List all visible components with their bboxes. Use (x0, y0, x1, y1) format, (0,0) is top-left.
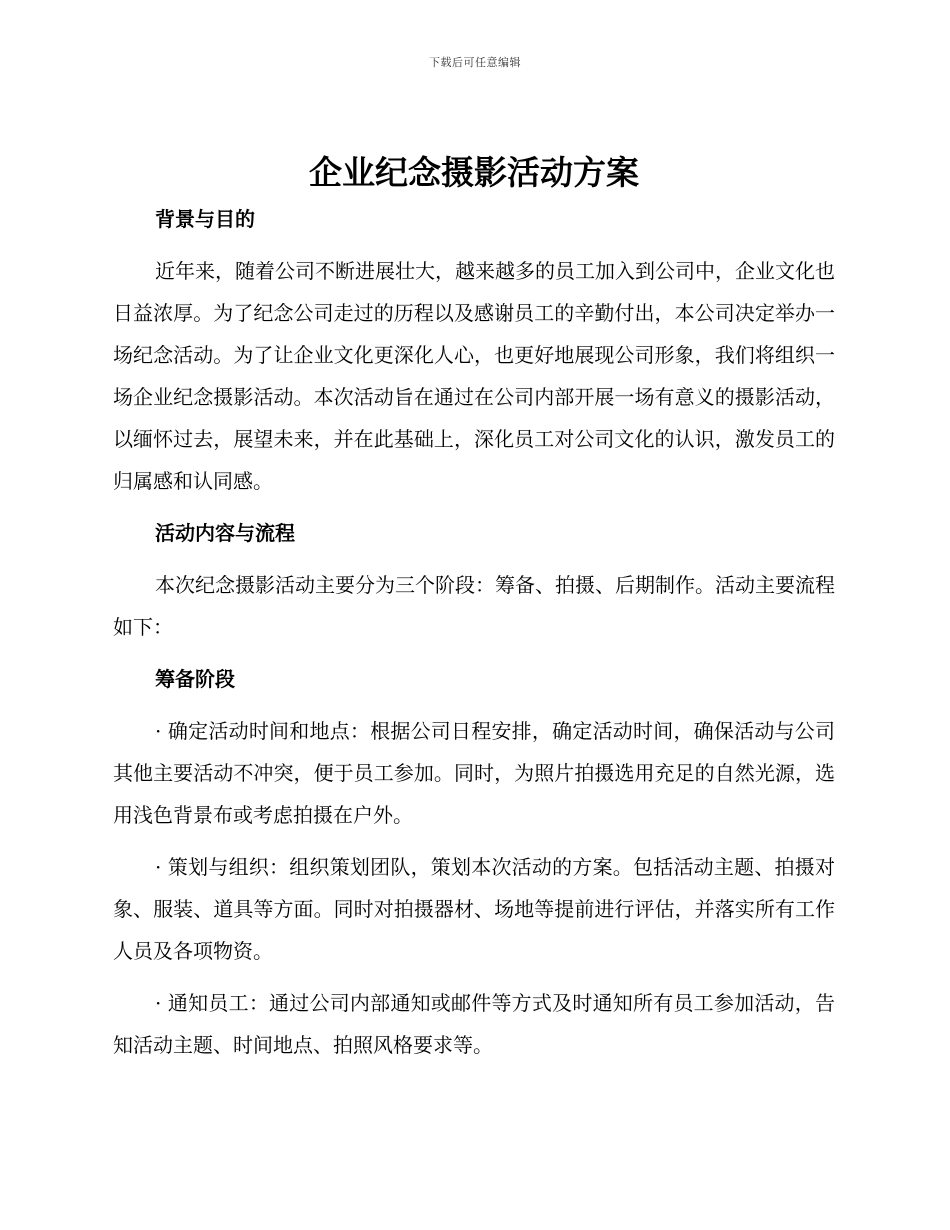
section-heading-background: 背景与目的 (155, 207, 255, 231)
section-heading-content: 活动内容与流程 (155, 521, 295, 545)
list-item-schedule: · 确定活动时间和地点：根据公司日程安排，确定活动时间，确保活动与公司其他主要活动不冲突，便于员工参加。同时，为照片拍摄选用充足的自然光源，选用浅色背景布或考虑拍摄在户外。 (113, 719, 835, 827)
paragraph-background: 近年来，随着公司不断进展壮大，越来越多的员工加入到公司中，企业文化也日益浓厚。为了纪念公司走过的历程以及感谢员工的辛勤付出，本公司决定举办一场纪念活动。为了让企业文化更深化人心，也更好地展现公司形象，我们将组织一场企业纪念摄影活动。本次活动旨在通过在公司内部开展一场有意义的摄影活动，以缅怀过去，展望未来，并在此基础上，深化员工对公司文化的认识，激发员工的归属感和认同感。 (113, 259, 835, 493)
section-heading-prep: 筹备阶段 (155, 667, 235, 691)
document-body (113, 148, 835, 1066)
list-item-notify: · 通知员工：通过公司内部通知或邮件等方式及时通知所有员工参加活动，告知活动主题、时间地点、拍照风格要求等。 (113, 991, 835, 1057)
paragraph-content: 本次纪念摄影活动主要分为三个阶段：筹备、拍摄、后期制作。活动主要流程如下： (113, 573, 835, 639)
list-item-planning: · 策划与组织：组织策划团队，策划本次活动的方案。包括活动主题、拍摄对象、服装、道具等方面。同时对拍摄器材、场地等提前进行评估，并落实所有工作人员及各项物资。 (113, 855, 835, 963)
header-note: 下载后可任意编辑 (429, 56, 521, 69)
document-title: 企业纪念摄影活动方案 (309, 153, 639, 192)
